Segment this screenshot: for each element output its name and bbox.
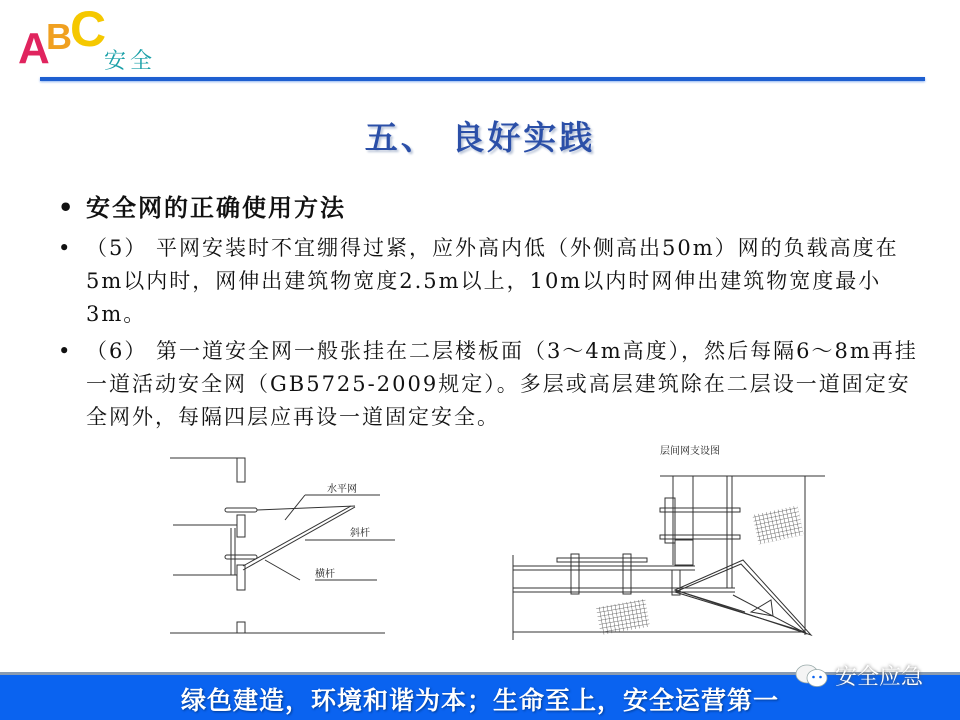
bullet-item-6 <box>58 335 928 434</box>
header-divider <box>40 77 925 81</box>
logo-letter-c: C <box>70 1 107 57</box>
horizontal-net-diagram <box>165 450 395 640</box>
label-diagonal-pole: 斜杆 <box>350 528 370 539</box>
bullet-heading <box>58 188 928 228</box>
watermark-text: 安全应急 <box>835 665 924 690</box>
slide-title: 五、 良好实践 <box>364 118 596 157</box>
interlayer-net-diagram <box>505 440 825 645</box>
logo-letter-b: B <box>46 16 72 57</box>
bullet-heading-text: 安全网的正确使用方法 <box>86 193 346 222</box>
wechat-icon <box>795 663 829 689</box>
bullet-icon: • <box>58 339 73 363</box>
label-horizontal-net: 水平网 <box>327 484 357 495</box>
bullet-icon: • <box>58 193 76 222</box>
bullet-item-text: （6） 第一道安全网一般张挂在二层楼板面（3～4m高度），然后每隔6～8m再挂一道活动安全网（GB5725-2009规定）。多层或高层建筑除在二层设一道固定安全网外，每隔四层应再设一道固定安全。 <box>86 339 918 429</box>
bullet-list <box>58 188 928 434</box>
bullet-item-5 <box>58 232 928 331</box>
logo-text: 安全 <box>104 49 157 74</box>
diagram-caption: 层间网支设图 <box>660 446 720 457</box>
wechat-watermark <box>795 660 923 691</box>
abc-safety-logo <box>18 1 178 74</box>
footer-slogan: 绿色建造，环境和谐为本；生命至上，安全运营第一 <box>180 686 779 715</box>
bullet-item-text: （5） 平网安装时不宜绷得过紧，应外高内低（外侧高出50m）网的负载高度在5m以内时，网伸出建筑物宽度2.5m以上，10m以内时网伸出建筑物宽度最小3m。 <box>86 236 899 326</box>
label-horizontal-pole: 横杆 <box>315 569 335 580</box>
logo-letter-a: A <box>18 24 50 73</box>
bullet-icon: • <box>58 236 73 260</box>
